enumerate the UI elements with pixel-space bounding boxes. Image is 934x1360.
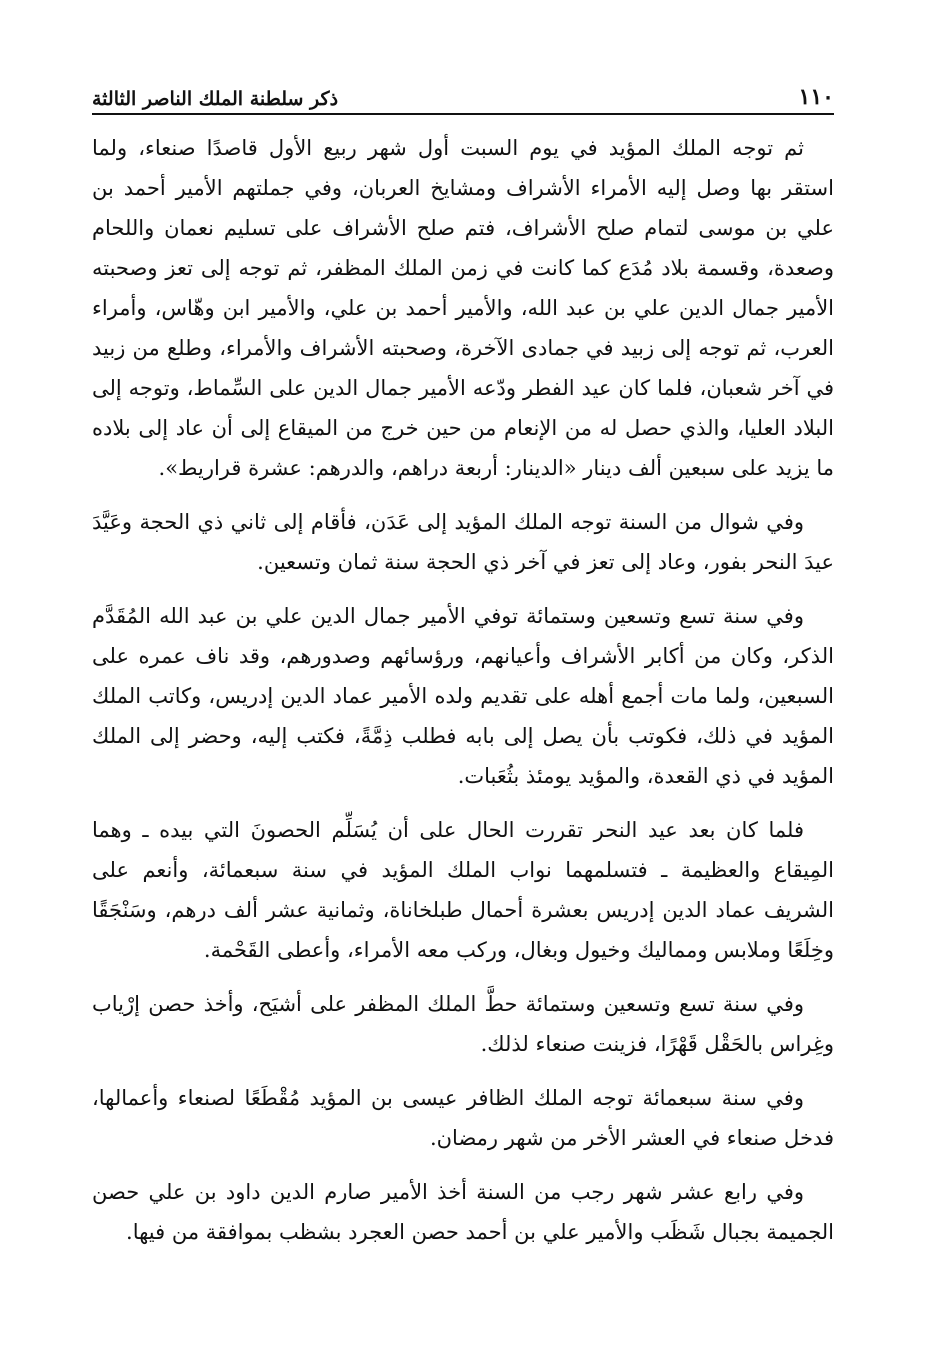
paragraph: وفي سنة تسع وتسعين وستمائة توفي الأمير جمال الدين علي بن عبد الله المُقَدَّم الذكر، وكان من أكابر الأشراف وأعيانهم، ورؤسائهم وصدورهم، وقد ناف عمره على السبعين، ولما مات أجمع أهله على تقديم ولده الأمير عماد الدين إدريس، وكاتب الملك المؤيد في ذلك، فكوتب بأن يصل إلى بابه فطلب ذِمَّةً، فكتب إليه، وحضر إلى الملك المؤيد في ذي القعدة، والمؤيد يومئذ بثُعَبات. — [92, 604, 834, 788]
running-title: ذكر سلطنة الملك الناصر الثالثة — [92, 88, 339, 110]
paragraph: فلما كان بعد عيد النحر تقررت الحال على أن يُسَلِّم الحصونَ التي بيده ـ وهما المِيقاع والعظيمة ـ فتسلمهما نواب الملك المؤيد في سنة سبعمائة، وأنعم على الشريف عماد الدين إدريس بعشرة أحمال طبلخاناة، وثمانية عشر ألف درهم، وسَنْجَقًا وخِلَعًا وملابس ومماليك وخيول وبغال، وركب معه الأمراء، وأعطى القَحْمة. — [92, 818, 834, 962]
header-divider — [92, 113, 834, 115]
paragraph: وفي رابع عشر شهر رجب من السنة أخذ الأمير صارم الدين داود بن علي حصن الجميمة بجبال شَظَب والأمير علي بن أحمد حصن العجرد بشظب بموافقة من فيها. — [92, 1180, 834, 1244]
paragraph: وفي سنة تسع وتسعين وستمائة حطَّ الملك المظفر على أشيَح، وأخذ حصن إرْياب وغِراس بالحَقْل قَهْرًا، فزينت صنعاء لذلك. — [92, 992, 834, 1056]
paragraph: وفي سنة سبعمائة توجه الملك الظافر عيسى بن المؤيد مُقْطَعًا لصنعاء وأعمالها، فدخل صنعاء في العشر الأخر من شهر رمضان. — [92, 1086, 834, 1150]
paragraph: وفي شوال من السنة توجه الملك المؤيد إلى عَدَن، فأقام إلى ثاني ذي الحجة وعَيَّدَ عيدَ النحر بفور، وعاد إلى تعز في آخر ذي الحجة سنة ثمان وتسعين. — [92, 510, 834, 574]
page-number: ١١٠ — [798, 84, 834, 110]
page-header — [92, 70, 834, 110]
paragraph: ثم توجه الملك المؤيد في يوم السبت أول شهر ربيع الأول قاصدًا صنعاء، ولما استقر بها وصل إليه الأمراء الأشراف ومشايخ العربان، وفي جملتهم الأمير أحمد بن علي بن موسى لتمام صلح الأشراف، فتم صلح الأشراف على تسليم نعمان واللحام وصعدة، وقسمة بلاد مُدَع كما كانت في زمن الملك المظفر، ثم توجه إلى تعز وصحبته الأمير جمال الدين علي بن عبد الله، والأمير أحمد بن علي، والأمير ابن وهّاس، وأمراء العرب، ثم توجه إلى زبيد في جمادى الآخرة، وصحبته الأشراف والأمراء، وطلع من زبيد في آخر شعبان، فلما كان عيد الفطر ودّعه الأمير جمال الدين على السِّماط، وتوجه إلى البلاد العليا، والذي حصل له من الإنعام من حين خرج من الميقاع إلى أن عاد إلى بلاده ما يزيد على سبعين ألف دينار «الدينار: أربعة دراهم، والدرهم: عشرة قراريط». — [92, 136, 834, 480]
body-text — [92, 128, 834, 1266]
